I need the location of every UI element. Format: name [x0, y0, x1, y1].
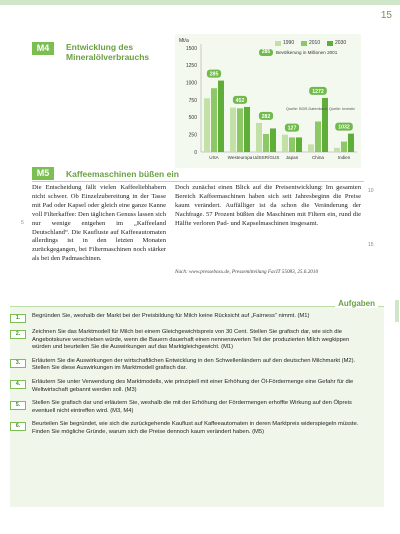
- oil-consumption-chart: [175, 34, 361, 168]
- population-label: 285: [209, 71, 219, 78]
- task-text-2: Zeichnen Sie das Marktmodell für Milch bei einem Gleichgewichtspreis von 30 Cent. Stellen Sie grafisch dar, wie sich die Angebotskurve verschieben würde, wenn die Bauern dauerhaft einen nennenswerten Teil der produzierten Milch wegkippen würden und beurteilen Sie die Auswirkungen auf das Marktgleichgewicht. (M1): [32, 329, 350, 351]
- legend-swatch-1990: [275, 41, 281, 46]
- y-tick-label: 0: [194, 149, 197, 156]
- task-text-4: Erläutern Sie unter Verwendung des Marktmodells, wie prinzipiell mit einer Erhöhung der Öl-Fördermenge eine Gefahr für die Weltwirtschaft gebannt werden soll. (M3): [32, 378, 354, 393]
- task-item-2: [10, 329, 380, 352]
- population-legend-text: Bevölkerung in Millionen 2001: [276, 50, 338, 55]
- task-number-1: 1.: [10, 314, 26, 323]
- task-text-1: Begründen Sie, weshalb der Markt bei der Preisbildung für Milch keine Rücksicht auf „Fairness“ nimmt. (M1): [32, 313, 310, 319]
- tasks-heading: Aufgaben: [335, 299, 378, 308]
- page-number: 15: [380, 10, 392, 21]
- top-color-bar: [0, 0, 400, 5]
- legend-swatch-2030: [327, 41, 333, 46]
- task-text-6: Beurteilen Sie begründet, wie sich die zurückgehende Kauflust auf Kaffeeautomaten in deren Marktpreis widerspiegeln müsste. Finden Sie mögliche Gründe, warum sich die Preise dennoch kaum verändert haben. (M5): [32, 421, 359, 435]
- chart-source: Quelle: BGR-Datenbank; Quelle: Investiv: [285, 107, 355, 111]
- legend-label-2010: 2010: [309, 40, 321, 46]
- task-list: [10, 313, 380, 437]
- legend-2030: [327, 40, 346, 46]
- population-label: 282: [261, 113, 271, 120]
- task-number-2: 2.: [10, 330, 26, 339]
- line-number-15: 15: [368, 242, 374, 248]
- y-tick-label: 1250: [185, 63, 197, 70]
- legend-swatch-2010: [301, 41, 307, 46]
- m5-title: Kaffeemaschinen büßen ein: [66, 169, 179, 179]
- bar-2010-China: [315, 121, 321, 152]
- y-tick-label: 1000: [185, 80, 197, 87]
- x-tick-label: Westeuropa: [227, 155, 253, 160]
- article-source: Nach: www.presseboxx.de, Pressemitteilung FacIT 55083, 25.6.2010: [175, 269, 319, 275]
- task-item-5: [10, 400, 380, 415]
- bar-2030-Japan: [296, 137, 302, 152]
- article-text-right: Doch zunächst einen Blick auf die Preisentwicklung: Im gesamten Bereich Kaffeemaschinen haben sich seit Jahresbeginn die Preise kaum verändert. Auffälliger ist da schon die Veränderung der Nachfrage. 57 Prozent büßten die Maschinen mit Filtern ein, rund die Hälfte verloren Pad- und Kapselmaschinen insgesamt.: [175, 184, 361, 227]
- x-tick-label: USA: [209, 155, 219, 160]
- bar-1990-Indien: [334, 148, 340, 152]
- article-column-left: [32, 184, 166, 264]
- bar-2010-UdSSR/GUS: [263, 134, 269, 152]
- bar-2030-Indien: [348, 134, 354, 152]
- task-item-3: [10, 358, 380, 373]
- task-item-1: [10, 313, 380, 323]
- m4-badge: M4: [32, 42, 54, 55]
- task-text-5: Stellen Sie grafisch dar und erläutern Sie, weshalb die mit der Erhöhung der Fördermengen erhoffte Wirkung auf den Ölpreis eventuell nicht eintreffen wird. (M3, M4): [32, 400, 352, 414]
- y-tick-label: 500: [188, 115, 197, 122]
- legend-label-2030: 2030: [335, 40, 347, 46]
- y-axis-label: Mt/a: [179, 38, 189, 44]
- population-label: 127: [287, 125, 297, 132]
- bar-1990-China: [308, 144, 314, 152]
- population-legend-bubble: 285: [259, 49, 273, 56]
- bar-1990-Westeuropa: [230, 108, 236, 152]
- line-number-10: 10: [368, 188, 374, 194]
- tasks-box: [10, 299, 384, 507]
- line-number-5: 5: [21, 220, 24, 226]
- bar-2030-UdSSR/GUS: [270, 128, 276, 152]
- bar-2010-Indien: [341, 142, 347, 152]
- bar-2010-Japan: [289, 137, 295, 152]
- legend-2010: [301, 40, 320, 46]
- task-item-6: [10, 421, 380, 436]
- legend-1990: [275, 40, 294, 46]
- population-label: 1032: [338, 124, 350, 131]
- bar-1990-Japan: [282, 135, 288, 152]
- bar-2010-Westeuropa: [237, 108, 243, 152]
- y-tick-label: 750: [188, 97, 197, 104]
- x-tick-label: Indien: [337, 155, 351, 160]
- task-number-3: 3.: [10, 359, 26, 368]
- x-tick-label: UdSSR/GUS: [252, 155, 280, 160]
- bar-2030-USA: [218, 81, 224, 152]
- bar-2010-USA: [211, 88, 217, 152]
- y-tick-label: 1500: [185, 45, 197, 52]
- population-legend: [259, 49, 337, 56]
- task-item-4: [10, 379, 380, 394]
- bar-1990-UdSSR/GUS: [256, 123, 262, 152]
- task-number-5: 5.: [10, 401, 26, 410]
- bar-1990-USA: [204, 98, 210, 152]
- page-edge-marker: [395, 300, 399, 322]
- x-tick-label: China: [311, 155, 325, 160]
- y-tick-label: 250: [188, 132, 197, 139]
- task-text-3: Erläutern Sie die Auswirkungen der wirtschaftlichen Entwicklung in den Schwellenländern auf den deutschen Milchmarkt (M2). Stellen Sie diese Auswirkungen im Marktmodell grafisch dar.: [32, 357, 356, 372]
- m5-badge: M5: [32, 167, 54, 180]
- x-tick-label: Japan: [285, 155, 299, 160]
- population-label: 1272: [312, 88, 324, 95]
- task-number-4: 4.: [10, 380, 26, 389]
- article-text-left: Die Entscheidung fällt vielen Kaffeeliebhabern nicht schwer. Ob Einzelzubereitung in der Tasse mit Pad oder Kapsel oder gleich eine ganze Kanne voll Filterkaffee: Den täglichen Genuss lassen sich nur wenige entgehen im „Kaffeeland Deutschland“. Die Kaufluste auf Kaffeeautomaten allerdings ist in den letzten Monaten zurückgegangen, bei Filtermaschinen noch stärker als bei den Padmaschinen.: [32, 184, 166, 263]
- m4-title: Entwicklung des Mineralölverbrauchs: [66, 42, 150, 62]
- article-column-right: [175, 184, 361, 229]
- task-number-6: 6.: [10, 422, 26, 431]
- population-label: 452: [235, 97, 245, 104]
- m5-divider: [32, 181, 364, 182]
- legend-label-1990: 1990: [283, 40, 295, 46]
- bar-2030-Westeuropa: [244, 107, 250, 152]
